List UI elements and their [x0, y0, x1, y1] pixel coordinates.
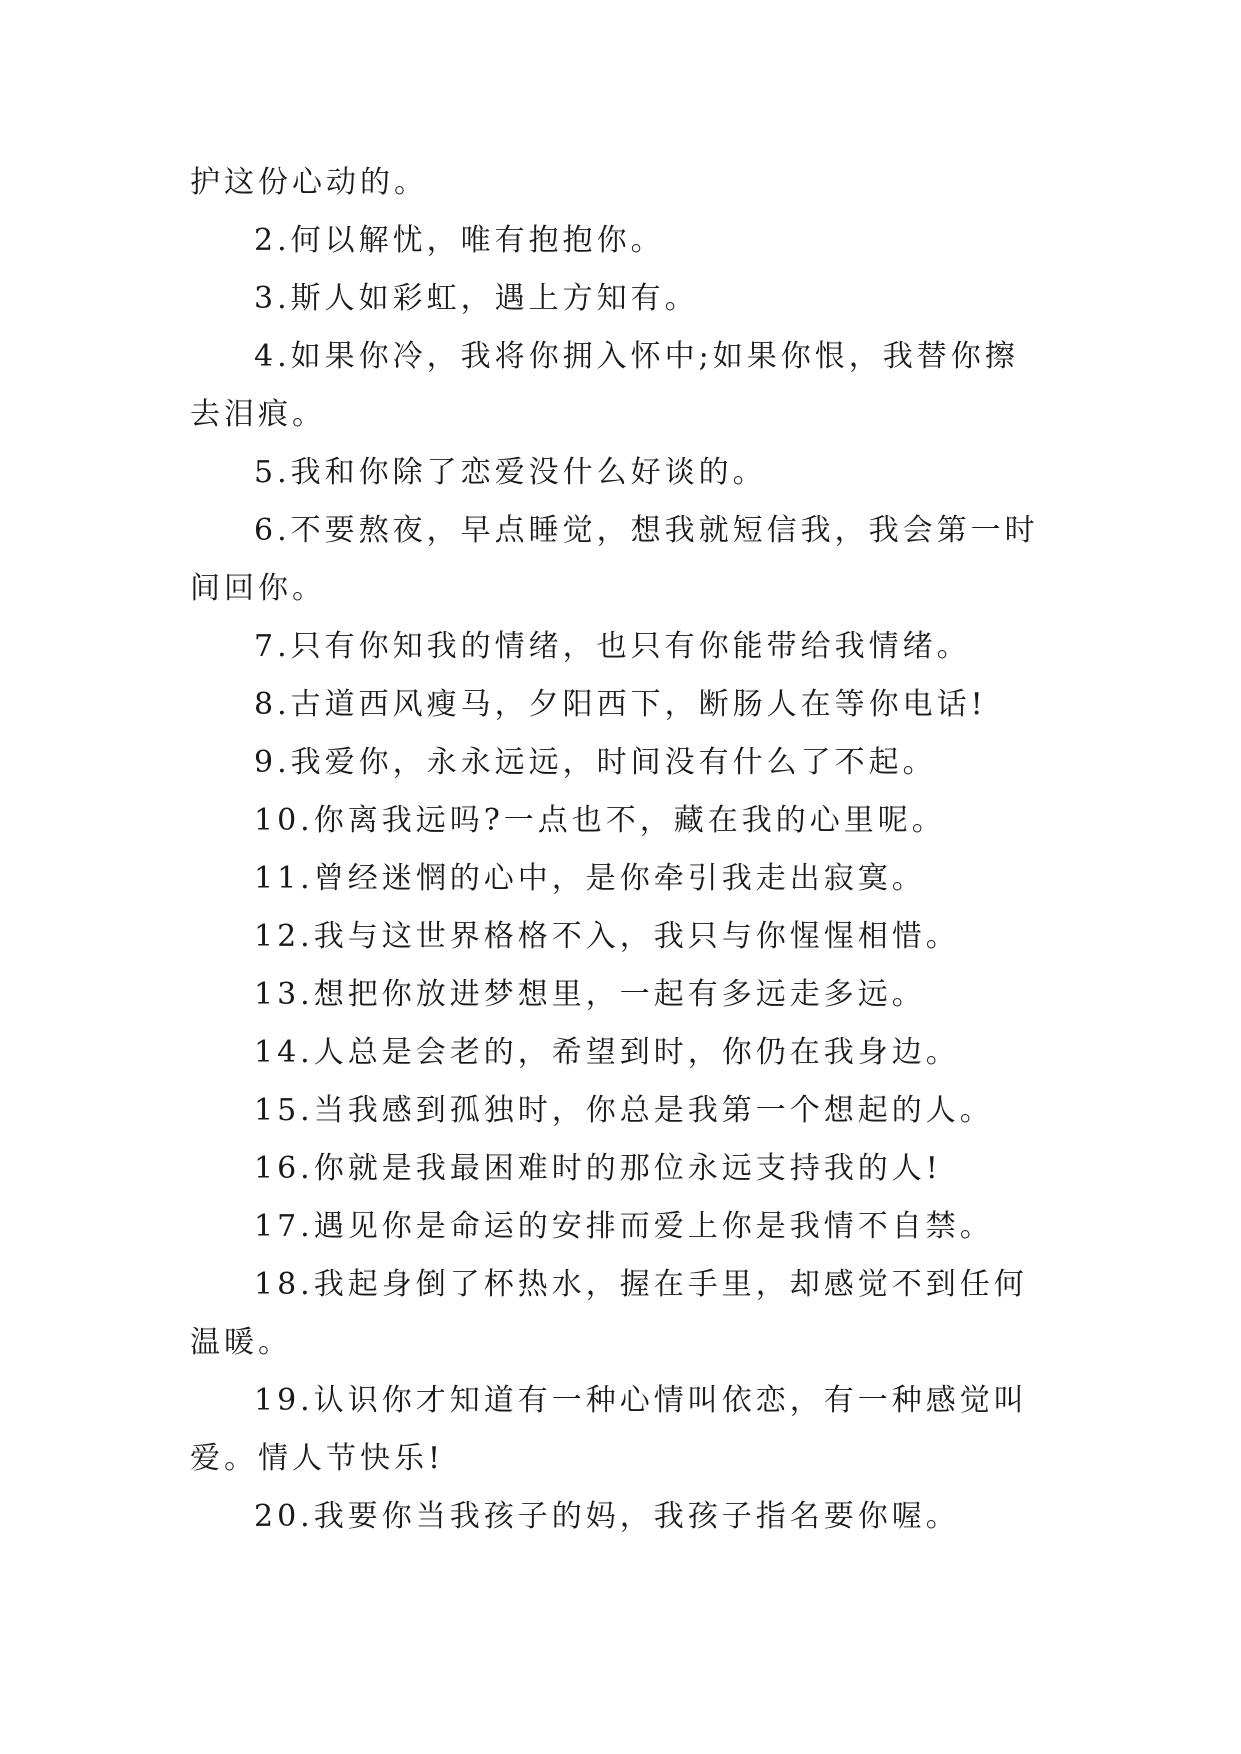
paragraph: 13.想把你放进梦想里，一起有多远走多远。	[254, 977, 926, 1012]
paragraph: 2.何以解忧，唯有抱抱你。	[254, 223, 665, 258]
paragraph: 19.认识你才知道有一种心情叫依恋，有一种感觉叫爱。情人节快乐!	[190, 1383, 1028, 1476]
paragraph: 16.你就是我最困难时的那位永远支持我的人!	[254, 1151, 942, 1186]
paragraph: 15.当我感到孤独时，你总是我第一个想起的人。	[254, 1093, 994, 1128]
paragraph: 14.人总是会老的，希望到时，你仍在我身边。	[254, 1035, 960, 1070]
paragraph: 4.如果你冷，我将你拥入怀中;如果你恨，我替你擦去泪痕。	[190, 339, 1019, 432]
paragraph: 12.我与这世界格格不入，我只与你惺惺相惜。	[254, 919, 960, 954]
paragraph: 18.我起身倒了杯热水，握在手里，却感觉不到任何温暖。	[190, 1267, 1028, 1360]
paragraph: 20.我要你当我孩子的妈，我孩子指名要你喔。	[254, 1499, 960, 1534]
paragraph: 7.只有你知我的情绪，也只有你能带给我情绪。	[254, 629, 971, 664]
paragraph: 6.不要熬夜，早点睡觉，想我就短信我，我会第一时间回你。	[190, 513, 1039, 606]
paragraph: 3.斯人如彩虹，遇上方知有。	[254, 281, 699, 316]
paragraph: 10.你离我远吗?一点也不，藏在我的心里呢。	[254, 803, 946, 838]
paragraph: 11.曾经迷惘的心中，是你牵引我走出寂寞。	[254, 861, 926, 896]
paragraph: 17.遇见你是命运的安排而爱上你是我情不自禁。	[254, 1209, 994, 1244]
paragraph: 5.我和你除了恋爱没什么好谈的。	[254, 455, 767, 490]
paragraph: 9.我爱你，永永远远，时间没有什么了不起。	[254, 745, 937, 780]
document-body	[190, 154, 1050, 1546]
paragraph: 护这份心动的。	[190, 165, 428, 200]
paragraph: 8.古道西风瘦马，夕阳西下，断肠人在等你电话!	[254, 687, 987, 722]
